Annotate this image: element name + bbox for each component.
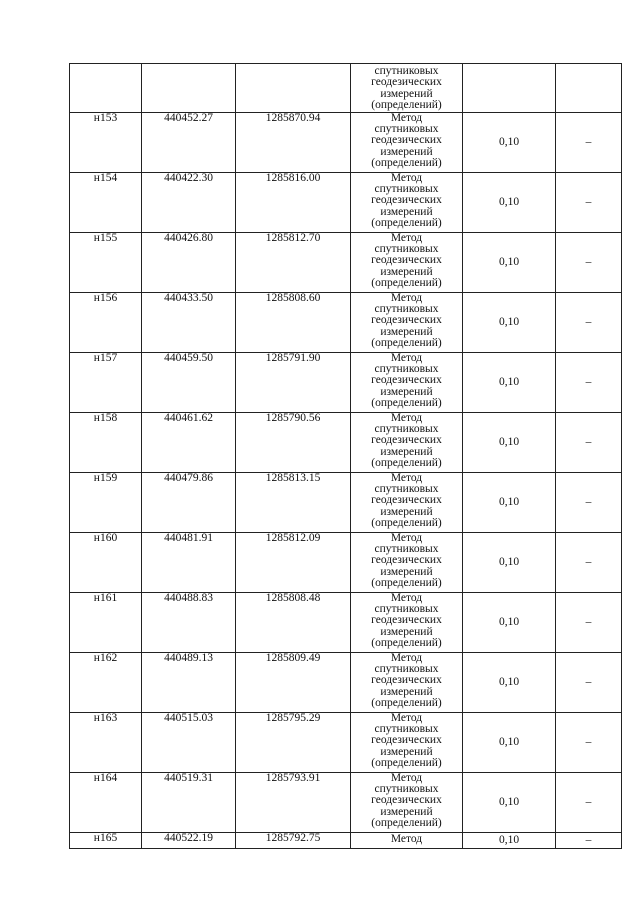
note-dash: –: [556, 593, 622, 653]
accuracy-cell: [463, 64, 556, 113]
accuracy-value: 0,10: [463, 113, 556, 173]
method-line: измерений: [380, 625, 433, 638]
x-coordinate: 440489.13: [142, 653, 236, 713]
x-coordinate: 440519.31: [142, 773, 236, 833]
method-line: спутниковых: [374, 65, 439, 78]
accuracy-value: 0,10: [463, 293, 556, 353]
accuracy-value: 0,10: [463, 413, 556, 473]
note-dash: –: [556, 293, 622, 353]
method-line: геодезических: [371, 434, 442, 447]
method-cell: [351, 64, 463, 113]
point-cell: [70, 64, 142, 113]
method-line: спутниковых: [374, 543, 439, 556]
note-dash: –: [556, 653, 622, 713]
point-number: н162: [70, 653, 142, 713]
method-line: Метод: [390, 592, 423, 604]
accuracy-value: 0,10: [463, 713, 556, 773]
note-dash: –: [556, 413, 622, 473]
method-line: геодезических: [371, 614, 442, 627]
method-line: спутниковых: [374, 123, 439, 136]
method-line: (определений): [371, 336, 442, 349]
note-dash: –: [556, 473, 622, 533]
method-line: спутниковых: [374, 303, 439, 316]
y-coordinate: 1285813.15: [236, 473, 351, 533]
method-line: (определений): [371, 156, 442, 169]
point-number: н164: [70, 773, 142, 833]
method-line: (определений): [371, 456, 442, 469]
method-line: измерений: [380, 205, 433, 218]
y-coordinate: 1285870.94: [236, 113, 351, 173]
method-line: спутниковых: [374, 783, 439, 796]
method-line: геодезических: [371, 76, 442, 89]
method-line: геодезических: [371, 494, 442, 507]
method-line: геодезических: [371, 554, 442, 567]
point-number: н157: [70, 353, 142, 413]
table-body: [70, 64, 622, 849]
method-cell: [351, 473, 463, 533]
note-dash: –: [556, 173, 622, 233]
table-row: [70, 593, 622, 653]
method-line: измерений: [380, 385, 433, 398]
point-number: н158: [70, 413, 142, 473]
method-cell: Метод: [351, 833, 463, 849]
method-line: Метод: [390, 232, 423, 244]
method-line: (определений): [371, 576, 442, 589]
x-coordinate: 440481.91: [142, 533, 236, 593]
method-cell: [351, 533, 463, 593]
method-cell: [351, 233, 463, 293]
table-row-last: [70, 833, 622, 849]
note-dash: –: [556, 353, 622, 413]
method-cell: [351, 113, 463, 173]
method-line: (определений): [371, 636, 442, 649]
note-dash: –: [556, 113, 622, 173]
method-line: измерений: [380, 805, 433, 818]
method-cell: [351, 773, 463, 833]
method-cell: [351, 653, 463, 713]
method-line: (определений): [371, 696, 442, 709]
method-cell: [351, 353, 463, 413]
x-coordinate: 440461.62: [142, 413, 236, 473]
method-line: Метод: [390, 352, 423, 364]
y-coordinate: 1285812.09: [236, 533, 351, 593]
method-line: Метод: [390, 472, 423, 484]
point-number: н163: [70, 713, 142, 773]
method-line: (определений): [371, 396, 442, 409]
method-cell: [351, 713, 463, 773]
method-line: Метод: [390, 112, 423, 124]
point-number: н160: [70, 533, 142, 593]
method-line: спутниковых: [374, 423, 439, 436]
point-number: н159: [70, 473, 142, 533]
table-row: [70, 413, 622, 473]
boundary-points-table: [69, 63, 622, 849]
note-cell: [556, 64, 622, 113]
method-line: спутниковых: [374, 483, 439, 496]
note-dash: –: [556, 833, 622, 849]
y-coordinate: 1285792.75: [236, 833, 351, 849]
accuracy-value: 0,10: [463, 473, 556, 533]
table-row-continued: [70, 64, 622, 113]
x-coordinate: 440452.27: [142, 113, 236, 173]
x-coordinate: 440459.50: [142, 353, 236, 413]
table-row: [70, 173, 622, 233]
table-row: [70, 653, 622, 713]
method-cell: [351, 173, 463, 233]
point-number: н154: [70, 173, 142, 233]
method-line: (определений): [371, 816, 442, 829]
method-line: спутниковых: [374, 663, 439, 676]
x-coordinate: 440488.83: [142, 593, 236, 653]
point-number: н161: [70, 593, 142, 653]
method-line: (определений): [371, 216, 442, 229]
method-line: геодезических: [371, 674, 442, 687]
point-number: н153: [70, 113, 142, 173]
table-row: [70, 353, 622, 413]
note-dash: –: [556, 233, 622, 293]
y-coordinate: 1285791.90: [236, 353, 351, 413]
method-line: Метод: [390, 292, 423, 304]
method-line: Метод: [390, 772, 423, 784]
method-line: измерений: [380, 87, 433, 100]
method-cell: [351, 293, 463, 353]
y-coordinate: 1285816.00: [236, 173, 351, 233]
table-row: [70, 293, 622, 353]
method-line: геодезических: [371, 374, 442, 387]
method-line: Метод: [390, 412, 423, 424]
method-line: Метод: [390, 172, 423, 184]
accuracy-value: 0,10: [463, 773, 556, 833]
y-coordinate: 1285809.49: [236, 653, 351, 713]
accuracy-value: 0,10: [463, 233, 556, 293]
method-line: измерений: [380, 265, 433, 278]
y-coordinate: 1285808.60: [236, 293, 351, 353]
method-line: измерений: [380, 325, 433, 338]
method-line: Метод: [390, 712, 423, 724]
y-coordinate: 1285790.56: [236, 413, 351, 473]
method-line: измерений: [380, 145, 433, 158]
table-row: [70, 473, 622, 533]
note-dash: –: [556, 713, 622, 773]
point-number: н155: [70, 233, 142, 293]
y-coordinate-cell: [236, 64, 351, 113]
method-line: геодезических: [371, 794, 442, 807]
point-number: н165: [70, 833, 142, 849]
method-line: (определений): [371, 516, 442, 529]
method-line: спутниковых: [374, 183, 439, 196]
accuracy-value: 0,10: [463, 353, 556, 413]
y-coordinate: 1285795.29: [236, 713, 351, 773]
method-line: спутниковых: [374, 363, 439, 376]
method-line: (определений): [371, 756, 442, 769]
method-cell: [351, 413, 463, 473]
method-line: измерений: [380, 505, 433, 518]
y-coordinate: 1285812.70: [236, 233, 351, 293]
note-dash: –: [556, 533, 622, 593]
method-line: (определений): [371, 276, 442, 289]
method-line: измерений: [380, 445, 433, 458]
accuracy-value: 0,10: [463, 653, 556, 713]
x-coordinate-cell: [142, 64, 236, 113]
method-line: измерений: [380, 685, 433, 698]
method-line: геодезических: [371, 194, 442, 207]
method-line: (определений): [371, 98, 442, 111]
y-coordinate: 1285793.91: [236, 773, 351, 833]
accuracy-value: 0,10: [463, 593, 556, 653]
x-coordinate: 440479.86: [142, 473, 236, 533]
method-line: измерений: [380, 565, 433, 578]
method-line: спутниковых: [374, 243, 439, 256]
table-row: [70, 773, 622, 833]
x-coordinate: 440433.50: [142, 293, 236, 353]
method-line: спутниковых: [374, 603, 439, 616]
table-row: [70, 533, 622, 593]
method-line: геодезических: [371, 134, 442, 147]
y-coordinate: 1285808.48: [236, 593, 351, 653]
table-row: [70, 713, 622, 773]
method-line: измерений: [380, 745, 433, 758]
x-coordinate: 440522.19: [142, 833, 236, 849]
accuracy-value: 0,10: [463, 533, 556, 593]
method-line: Метод: [390, 532, 423, 544]
x-coordinate: 440422.30: [142, 173, 236, 233]
point-number: н156: [70, 293, 142, 353]
table-row: [70, 113, 622, 173]
method-line: геодезических: [371, 314, 442, 327]
x-coordinate: 440426.80: [142, 233, 236, 293]
note-dash: –: [556, 773, 622, 833]
method-line: спутниковых: [374, 723, 439, 736]
accuracy-value: 0,10: [463, 833, 556, 849]
method-line: геодезических: [371, 734, 442, 747]
table-row: [70, 233, 622, 293]
accuracy-value: 0,10: [463, 173, 556, 233]
method-cell: [351, 593, 463, 653]
method-line: Метод: [390, 652, 423, 664]
x-coordinate: 440515.03: [142, 713, 236, 773]
method-line: геодезических: [371, 254, 442, 267]
